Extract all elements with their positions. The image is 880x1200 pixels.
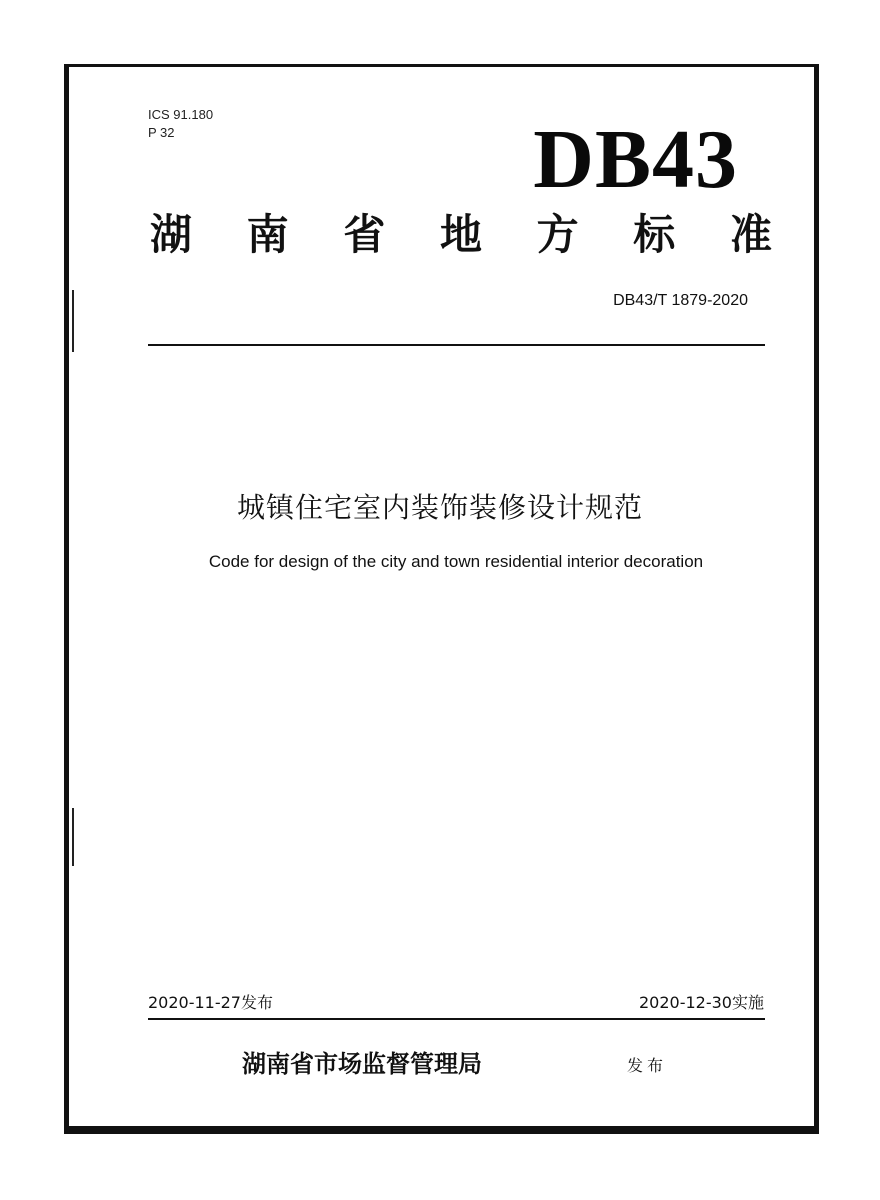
title-english: Code for design of the city and town residential interior decoration <box>208 552 704 571</box>
standard-type-heading <box>150 208 772 262</box>
issue-date: 2020-11-27发布 <box>148 993 273 1012</box>
scan-mark <box>72 808 74 866</box>
standard-type-char: 省 <box>343 210 386 259</box>
standard-type-char: 准 <box>729 210 772 259</box>
issuer-name: 湖南省市场监督管理局 <box>242 1050 482 1078</box>
scan-mark <box>72 290 74 352</box>
standard-type-char: 湖 <box>150 210 193 259</box>
title-chinese: 城镇住宅室内装饰装修设计规范 <box>236 491 643 524</box>
standard-type-char: 地 <box>439 210 482 259</box>
classification-block <box>148 106 213 142</box>
header-divider <box>148 344 765 346</box>
standard-number: DB43/T 1879-2020 <box>613 292 748 309</box>
classification-code: P 32 <box>148 125 175 140</box>
issuer-suffix: 发布 <box>627 1056 668 1075</box>
series-code: DB43 <box>533 113 738 206</box>
standard-type-char: 方 <box>536 210 579 259</box>
effective-date: 2020-12-30实施 <box>639 993 764 1012</box>
standard-type-char: 标 <box>633 210 676 259</box>
footer-divider <box>148 1018 765 1020</box>
standard-type-char: 南 <box>246 210 289 259</box>
ics-code: ICS 91.180 <box>148 107 214 122</box>
